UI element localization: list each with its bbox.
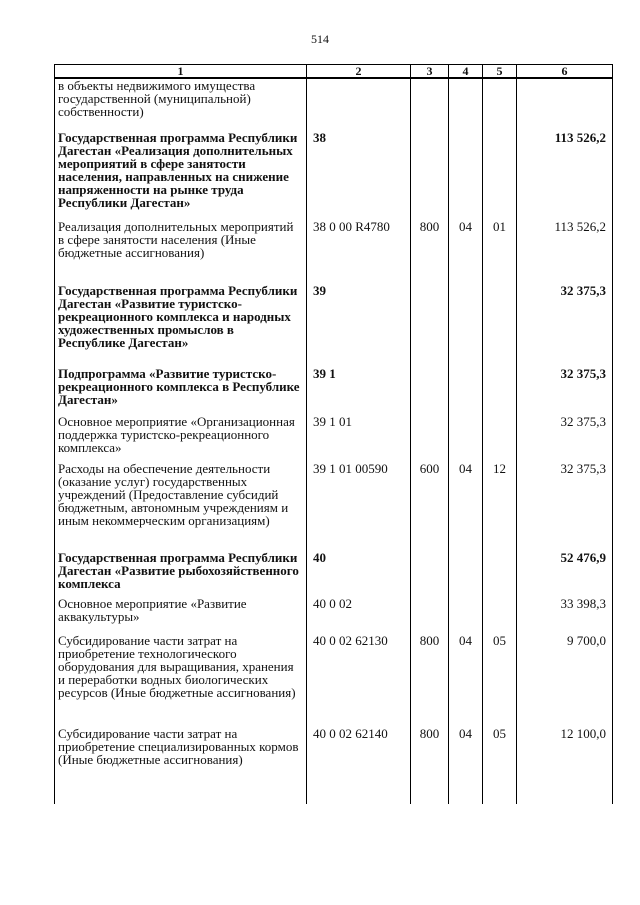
row-expense-type xyxy=(411,540,449,590)
row-name: Реализация дополнительных мероприятий в сфере занятости населения (Иные бюджетные ассигнования) xyxy=(55,211,307,275)
row-code: 39 xyxy=(307,275,411,357)
row-code: 40 0 02 xyxy=(307,590,411,626)
row-expense-type: 800 xyxy=(411,211,449,275)
row-code: 39 1 xyxy=(307,357,411,407)
header-row xyxy=(55,65,613,79)
row-code: 38 0 00 R4780 xyxy=(307,211,411,275)
row-amount: 113 526,2 xyxy=(517,119,613,211)
row-amount: 113 526,2 xyxy=(517,211,613,275)
row-name: Государственная программа Республики Дагестан «Развитие рыбохозяйственного комплекса xyxy=(55,540,307,590)
row-subsection xyxy=(483,119,517,211)
row-name: Субсидирование части затрат на приобретение технологического оборудования для выращивания, хранения и переработки водных биологических ресурсов (Иные бюджетные ассигнования) xyxy=(55,626,307,718)
row-amount: 9 700,0 xyxy=(517,626,613,718)
row-name: Государственная программа Республики Дагестан «Развитие туристско-рекреационного комплекса и народных художественных промыслов в Республике Дагестан» xyxy=(55,275,307,357)
row-subsection: 01 xyxy=(483,211,517,275)
row-amount: 12 100,0 xyxy=(517,718,613,804)
row-expense-type: 800 xyxy=(411,718,449,804)
row-code: 40 0 02 62140 xyxy=(307,718,411,804)
row-code: 40 0 02 62130 xyxy=(307,626,411,718)
table-row xyxy=(55,357,613,407)
row-section xyxy=(449,78,483,119)
row-subsection xyxy=(483,357,517,407)
header-col-6: 6 xyxy=(517,65,613,79)
row-subsection xyxy=(483,407,517,454)
row-subsection: 12 xyxy=(483,454,517,540)
row-expense-type xyxy=(411,78,449,119)
row-subsection xyxy=(483,78,517,119)
row-name: Подпрограмма «Развитие туристско-рекреационного комплекса в Республике Дагестан» xyxy=(55,357,307,407)
table-row xyxy=(55,540,613,590)
row-name: Субсидирование части затрат на приобретение специализированных кормов (Иные бюджетные ассигнования) xyxy=(55,718,307,804)
row-code: 39 1 01 00590 xyxy=(307,454,411,540)
row-expense-type xyxy=(411,357,449,407)
row-expense-type: 800 xyxy=(411,626,449,718)
table-row xyxy=(55,211,613,275)
row-expense-type xyxy=(411,275,449,357)
page-number: 514 xyxy=(311,32,329,46)
row-amount: 32 375,3 xyxy=(517,454,613,540)
row-subsection xyxy=(483,590,517,626)
row-name: Расходы на обеспечение деятельности (оказание услуг) государственных учреждений (Предоставление субсидий бюджетным, автономным учреждениям и иным некоммерческим организациям) xyxy=(55,454,307,540)
row-code: 40 xyxy=(307,540,411,590)
row-section: 04 xyxy=(449,626,483,718)
row-subsection: 05 xyxy=(483,626,517,718)
row-section xyxy=(449,590,483,626)
header-col-4: 4 xyxy=(449,65,483,79)
row-section xyxy=(449,540,483,590)
row-amount: 33 398,3 xyxy=(517,590,613,626)
table-row xyxy=(55,718,613,804)
header-col-1: 1 xyxy=(55,65,307,79)
row-section: 04 xyxy=(449,454,483,540)
row-section: 04 xyxy=(449,718,483,804)
budget-table xyxy=(54,64,613,804)
table-row xyxy=(55,119,613,211)
row-code: 39 1 01 xyxy=(307,407,411,454)
row-amount xyxy=(517,78,613,119)
row-expense-type xyxy=(411,119,449,211)
row-amount: 52 476,9 xyxy=(517,540,613,590)
table-row xyxy=(55,454,613,540)
row-subsection xyxy=(483,540,517,590)
row-name: Основное мероприятие «Организационная поддержка туристско-рекреационного комплекса» xyxy=(55,407,307,454)
row-expense-type xyxy=(411,407,449,454)
row-subsection: 05 xyxy=(483,718,517,804)
row-section xyxy=(449,407,483,454)
row-name: в объекты недвижимого имущества государственной (муниципальной) собственности) xyxy=(55,78,307,119)
row-section xyxy=(449,357,483,407)
row-section xyxy=(449,119,483,211)
table-row xyxy=(55,78,613,119)
table-row xyxy=(55,275,613,357)
row-name: Основное мероприятие «Развитие аквакультуры» xyxy=(55,590,307,626)
table-row xyxy=(55,407,613,454)
row-section xyxy=(449,275,483,357)
row-subsection xyxy=(483,275,517,357)
row-expense-type xyxy=(411,590,449,626)
table-row xyxy=(55,626,613,718)
header-col-5: 5 xyxy=(483,65,517,79)
header-col-3: 3 xyxy=(411,65,449,79)
header-col-2: 2 xyxy=(307,65,411,79)
row-code xyxy=(307,78,411,119)
row-expense-type: 600 xyxy=(411,454,449,540)
row-code: 38 xyxy=(307,119,411,211)
row-name: Государственная программа Республики Дагестан «Реализация дополнительных мероприятий в сфере занятости населения, направленных на снижение напряженности на рынке труда Республики Дагестан» xyxy=(55,119,307,211)
row-amount: 32 375,3 xyxy=(517,357,613,407)
table-row xyxy=(55,590,613,626)
row-amount: 32 375,3 xyxy=(517,407,613,454)
row-section: 04 xyxy=(449,211,483,275)
row-amount: 32 375,3 xyxy=(517,275,613,357)
